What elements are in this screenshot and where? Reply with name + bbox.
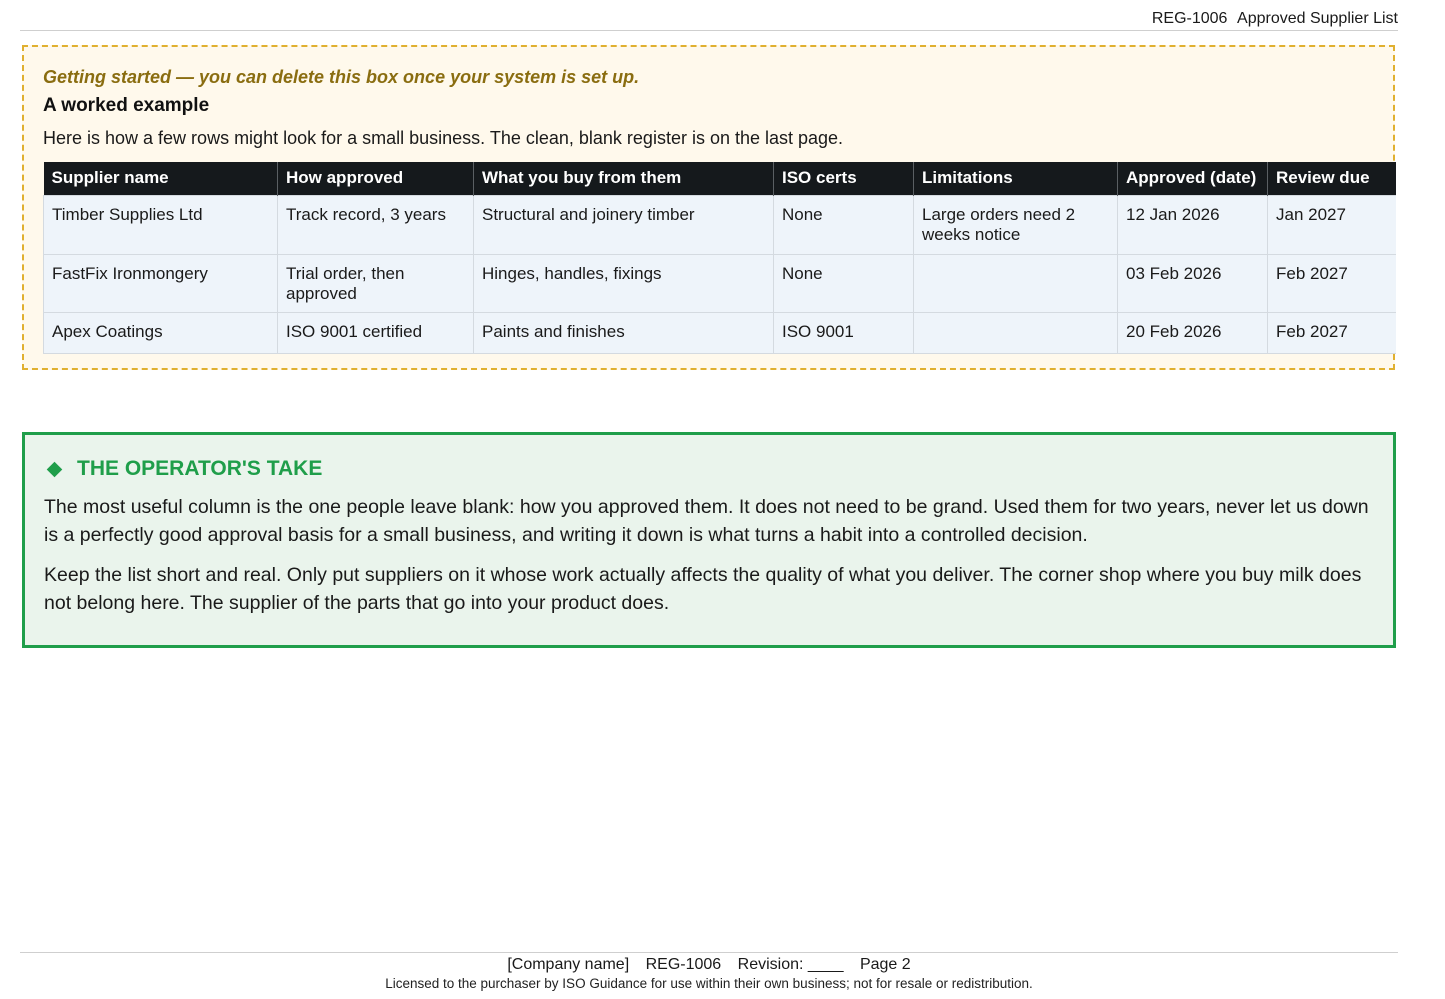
footer-revision: Revision: ____ [737,956,844,973]
footer-page-number: Page 2 [859,956,911,973]
cell-approved-date: 03 Feb 2026 [1118,254,1268,312]
cell-review-due: Feb 2027 [1268,312,1396,353]
page-footer [20,952,1398,993]
cell-supplier-name: FastFix Ironmongery [44,254,278,312]
operators-take-paragraph-1: The most useful column is the one people leave blank: how you approved them. It does not need to be grand. Used them for two years, never let us down is a perfectly good approval basis for a small business, and writing it down is what turns a habit into a controlled decision. [44,496,1369,546]
footer-doc-ref: REG-1006 [645,956,722,973]
diamond-icon [47,461,63,477]
cell-how-approved: Track record, 3 years [278,195,474,254]
header-doc-title: Approved Supplier List [1237,10,1398,27]
cell-review-due: Feb 2027 [1268,254,1396,312]
cell-review-due: Jan 2027 [1268,195,1396,254]
table-header-row [44,162,1396,195]
column-header-iso-certs: ISO certs [774,162,914,195]
cell-how-approved: ISO 9001 certified [278,312,474,353]
cell-limitations: Large orders need 2 weeks notice [914,195,1118,254]
column-header-review-due: Review due [1268,162,1396,195]
table-row [44,254,1396,312]
column-header-approved-date: Approved (date) [1118,162,1268,195]
cell-what-you-buy: Paints and finishes [474,312,774,353]
cell-how-approved: Trial order, then approved [278,254,474,312]
footer-license: Licensed to the purchaser by ISO Guidance for use within their own business; not for resale or redistribution. [385,976,1033,991]
cell-limitations [914,254,1118,312]
cell-iso-certs: ISO 9001 [774,312,914,353]
cell-approved-date: 12 Jan 2026 [1118,195,1268,254]
example-title: A worked example [43,95,210,116]
cell-limitations [914,312,1118,353]
operators-take-title: THE OPERATOR'S TAKE [77,457,323,480]
column-header-limitations: Limitations [914,162,1118,195]
cell-what-you-buy: Structural and joinery timber [474,195,774,254]
footer-company: [Company name] [507,956,630,973]
table-row [44,195,1396,254]
worked-example-box [22,45,1395,370]
operators-take-paragraph-2: Keep the list short and real. Only put suppliers on it whose work actually affects the quality of what you deliver. The corner shop where you buy milk does not belong here. The supplier of the parts that go into your product does. [44,564,1362,614]
footer-doc-line [20,955,1398,975]
column-header-supplier-name: Supplier name [44,162,278,195]
column-header-how-approved: How approved [278,162,474,195]
cell-supplier-name: Apex Coatings [44,312,278,353]
example-lead-note: Getting started — you can delete this box once your system is set up. [43,67,640,87]
header-doc-ref: REG-1006 [1151,10,1228,27]
cell-iso-certs: None [774,195,914,254]
cell-supplier-name: Timber Supplies Ltd [44,195,278,254]
cell-iso-certs: None [774,254,914,312]
operators-take-box [22,432,1396,648]
supplier-table [43,162,1396,354]
page-header [20,8,1398,31]
table-row [44,312,1396,353]
cell-approved-date: 20 Feb 2026 [1118,312,1268,353]
operators-take-heading [45,457,322,481]
example-intro: Here is how a few rows might look for a small business. The clean, blank register is on the last page. [43,128,844,148]
cell-what-you-buy: Hinges, handles, fixings [474,254,774,312]
column-header-what-you-buy: What you buy from them [474,162,774,195]
